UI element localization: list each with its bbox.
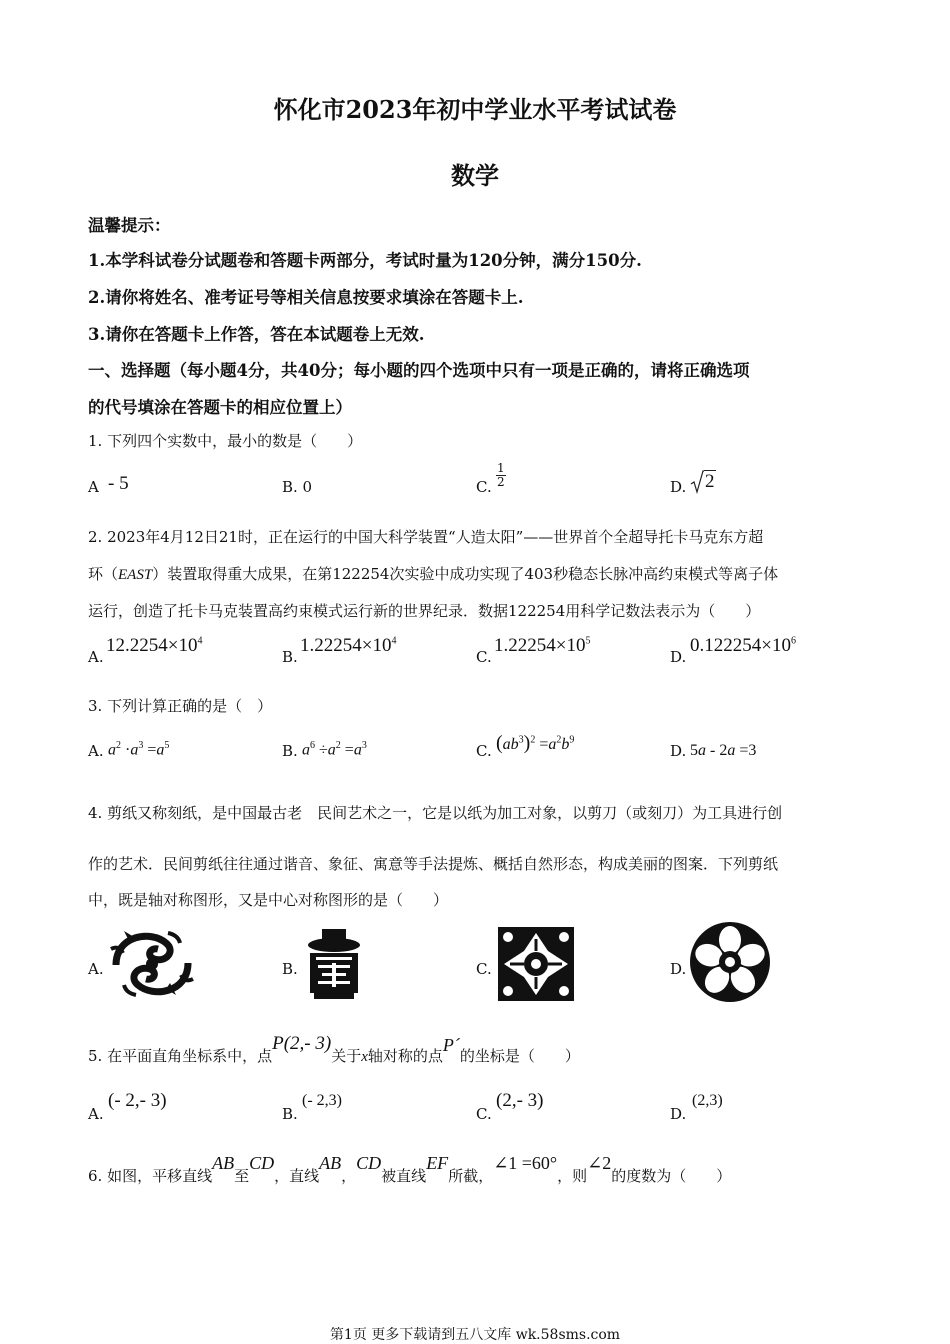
q3-option-b-label: B. (282, 742, 298, 760)
q3-option-b-expr: $a^6 \div a^2 =a^3$ (302, 740, 367, 759)
q4-option-b-label: B. (282, 960, 298, 978)
q5-option-c-value: (2,- 3) (496, 1090, 544, 1111)
page-footer: 第1页 更多下载请到五八文库 wk.58sms.com (329, 1327, 621, 1343)
page-title: 怀化市2023年初中学业水平考试试卷 (273, 95, 677, 124)
tips-heading: 温馨提示： (88, 216, 171, 235)
q3-stem: 3. 下列计算正确的是（ ） (88, 697, 273, 715)
tip-item-2: 2.请你将姓名、准考证号等相关信息按要求填涂在答题卡上. (88, 288, 524, 307)
q3-option-d-label: D. (670, 742, 687, 760)
q3-option-a-expr: $a^2 \cdot a^3 =a^5$ (108, 740, 170, 759)
tip-item-1: 1.本学科试卷分试题卷和答题卡两部分，考试时量为120分钟，满分150分. (88, 251, 642, 270)
q2-stem-line3: 运行，创造了托卡马克装置高约束模式运行新的世界纪录．数据122254用科学记数法表示为（ ） (88, 602, 761, 620)
q1-stem: 1. 下列四个实数中，最小的数是（ ） (88, 432, 363, 450)
q5-option-b-label: B. (282, 1105, 298, 1123)
q2-option-c-label: C. (476, 648, 492, 666)
subject-title: 数学 (451, 161, 499, 190)
section-heading-line1: 一、选择题（每小题4分，共40分；每小题的四个选项中只有一项是正确的，请将正确选项 (88, 361, 750, 380)
q2-stem-line2: 环（EAST）装置取得重大成果，在第122254次实验中成功实现了403秒稳态长脉冲高约束模式等离子体 (88, 565, 779, 583)
q3-option-c-expr: $(ab^3)^2 =a^2b^9$ (496, 732, 575, 754)
q1-option-c-label: C. (476, 478, 492, 496)
q2-option-a-value: $12.2254\times 10^4$ (106, 635, 203, 656)
q5-option-b-value: (- 2,3) (302, 1092, 342, 1109)
q2-option-c-value: $1.22254\times 10^5$ (494, 635, 591, 656)
q5-stem: 5. 在平面直角坐标系中，点P(2,- 3)关于x轴对称的点P´的坐标是（ ） (88, 1033, 580, 1065)
sqrt-sign-icon (690, 470, 704, 494)
q4-option-a-label: A. (88, 960, 104, 978)
q1-option-a-label: A (88, 478, 99, 496)
q5-option-c-label: C. (476, 1105, 492, 1123)
q1-option-c-fraction: $\frac{1}{2}$ (497, 461, 505, 489)
papercut-c-image (496, 925, 576, 1003)
q4-stem-line2: 作的艺术．民间剪纸往往通过谐音、象征、寓意等手法提炼、概括自然形态，构成美丽的图案．下列剪纸 (88, 855, 779, 873)
section-heading-line2: 的代号填涂在答题卡的相应位置上） (88, 398, 352, 417)
q5-option-d-value: (2,3) (692, 1092, 723, 1109)
q6-stem: 6. 如图，平移直线AB至CD，直线AB，CD被直线EF所截，∠1 =60°，则∠2的度数为（ ） (88, 1153, 732, 1185)
q1-option-d-label: D. (670, 478, 687, 496)
q4-option-c-label: C. (476, 960, 492, 978)
q2-option-a-label: A. (88, 648, 104, 666)
q2-option-b-value: $1.22254\times 10^4$ (300, 635, 397, 656)
q4-stem-line1: 4. 剪纸又称刻纸，是中国最古老 民间艺术之一，它是以纸为加工对象，以剪刀（或刻刀）为工具进行创 (88, 804, 783, 822)
q3-option-c-label: C. (476, 742, 492, 760)
q3-option-d-expr: 5a - 2a =3 (690, 742, 757, 759)
papercut-d-image (688, 920, 772, 1004)
q5-option-a-value: (- 2,- 3) (108, 1090, 167, 1111)
q5-option-a-label: A. (88, 1105, 104, 1123)
q5-option-d-label: D. (670, 1105, 687, 1123)
q1-option-b: B. 0 (282, 478, 313, 496)
q4-option-d-label: D. (670, 960, 687, 978)
q3-option-a-label: A. (88, 742, 104, 760)
papercut-a-image (106, 925, 198, 1003)
q1-option-a-value: - 5 (108, 473, 129, 494)
tip-item-3: 3.请你在答题卡上作答，答在本试题卷上无效. (88, 325, 425, 344)
q4-stem-line3: 中，既是轴对称图形，又是中心对称图形的是（ ） (88, 891, 449, 909)
q2-option-d-label: D. (670, 648, 687, 666)
q2-option-d-value: $0.122254\times 10^6$ (690, 635, 796, 656)
q2-option-b-label: B. (282, 648, 298, 666)
q2-stem-line1: 2. 2023年4月12日21时，正在运行的中国大科学装置“人造太阳”——世界首个全超导托卡马克东方超 (88, 528, 764, 546)
papercut-b-image (300, 927, 368, 1001)
